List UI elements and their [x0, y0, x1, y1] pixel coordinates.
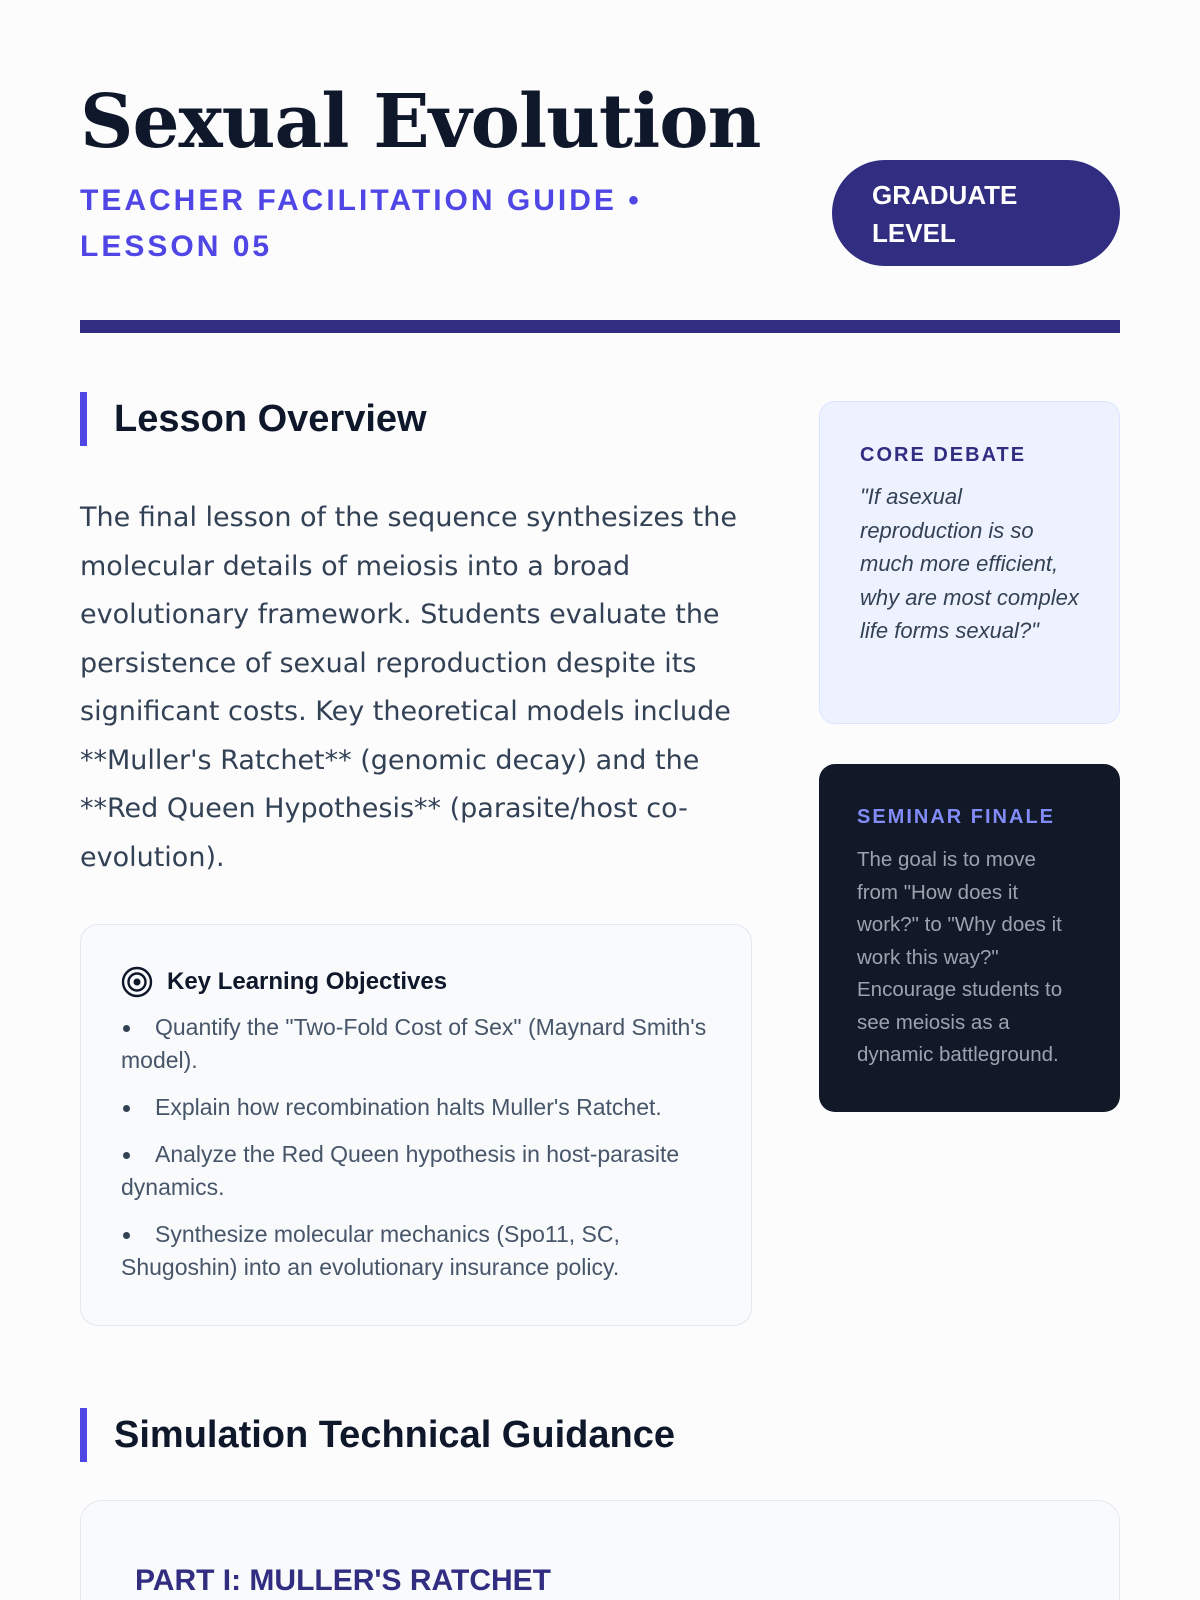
part-one-title: PART I: MULLER'S RATCHET [135, 1564, 551, 1597]
seminar-finale-card [819, 764, 1120, 1112]
page-title: Sexual Evolution [80, 79, 761, 165]
objective-item: Synthesize molecular mechanics (Spo11, SC, Shugoshin) into an evolutionary insurance policy. [121, 1218, 711, 1284]
core-debate-quote: "If asexual reproduction is so much more efficient, why are most complex life forms sexual?" [860, 484, 1079, 643]
core-debate-card [819, 401, 1120, 724]
objectives-header [121, 965, 711, 999]
target-icon [121, 966, 153, 998]
page-subtitle: TEACHER FACILITATION GUIDE • LESSON 05 [80, 184, 642, 263]
core-debate-label: CORE DEBATE [860, 444, 1027, 466]
header-divider [80, 320, 1120, 333]
technical-guidance-heading: Simulation Technical Guidance [80, 1408, 800, 1462]
seminar-finale-label: SEMINAR FINALE [857, 806, 1055, 828]
objective-item: Explain how recombination halts Muller's Ratchet. [121, 1091, 711, 1124]
seminar-finale-text: The goal is to move from "How does it work?" to "Why does it work this way?" Encourage students to see meiosis as a dynamic battleground. [857, 848, 1063, 1066]
level-badge: GRADUATE LEVEL [832, 160, 1120, 266]
technical-guidance-card [80, 1500, 1120, 1600]
objective-item: Analyze the Red Queen hypothesis in host-parasite dynamics. [121, 1138, 711, 1204]
objective-item: Quantify the "Two-Fold Cost of Sex" (Maynard Smith's model). [121, 1011, 711, 1077]
objectives-list [121, 1011, 711, 1284]
objectives-heading: Key Learning Objectives [167, 968, 448, 995]
lesson-guide-page [80, 0, 1120, 1600]
lesson-overview-heading: Lesson Overview [80, 392, 800, 446]
learning-objectives-card [80, 924, 752, 1326]
lesson-overview-text: The final lesson of the sequence synthesizes the molecular details of meiosis into a broad evolutionary framework. Students evaluate the persistence of sexual reproduction despite its significant costs. Key theoretical models include **Muller's Ratchet** (genomic decay) and the **Red Queen Hypothesis** (parasite/host co-evolution). [80, 502, 737, 873]
